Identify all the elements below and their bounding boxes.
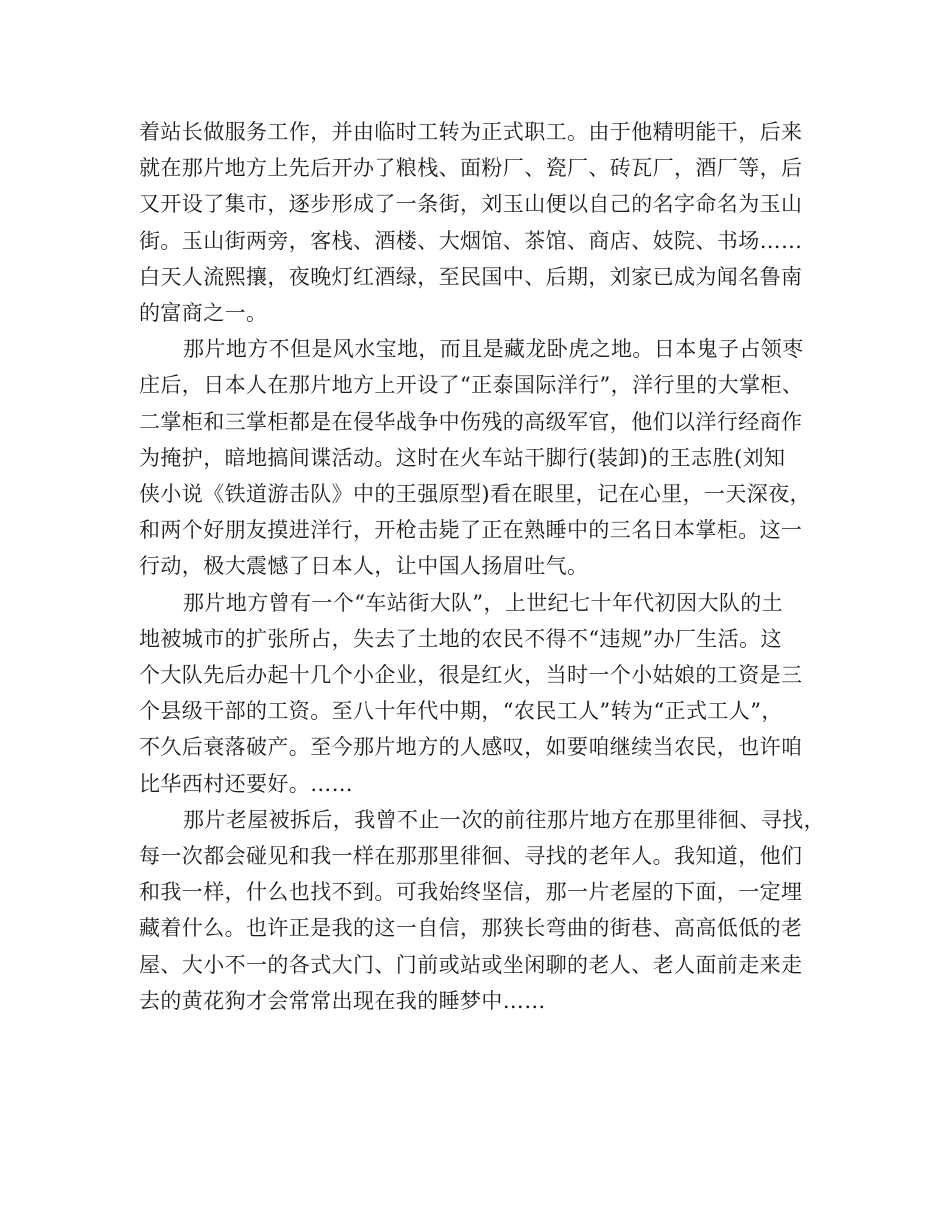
text-line: 地被城市的扩张所占，失去了土地的农民不得不“违规”办厂生活。这 — [139, 626, 782, 651]
text-line: 那片地方曾有一个“车站街大队”，上世纪七十年代初因大队的土 — [183, 590, 784, 615]
text-line: 二掌柜和三掌柜都是在侵华战争中伤残的高级军官，他们以洋行经商作 — [139, 409, 803, 434]
paragraph — [139, 802, 825, 1019]
text-line: 个大队先后办起十几个小企业，很是红火，当时一个小姑娘的工资是三 — [139, 663, 803, 688]
article-body — [139, 114, 825, 1019]
text-line: 和两个好朋友摸进洋行，开枪击毙了正在熟睡中的三名日本掌柜。这一 — [139, 518, 803, 543]
text-line: 比华西村还要好。…… — [139, 771, 353, 796]
text-line: 那片老屋被拆后，我曾不止一次的前往那片地方在那里徘徊、寻找， — [183, 807, 825, 832]
text-line: 的富商之一。 — [139, 301, 268, 326]
text-line: 个县级干部的工资。至八十年代中期，“农民工人”转为“正式工人”， — [139, 699, 783, 724]
paragraph — [139, 114, 825, 331]
text-line: 行动，极大震憾了日本人，让中国人扬眉吐气。 — [139, 554, 589, 579]
text-line: 去的黄花狗才会常常出现在我的睡梦中…… — [139, 988, 546, 1013]
text-line: 白天人流熙攘，夜晚灯红酒绿，至民国中、后期，刘家已成为闻名鲁南 — [139, 264, 803, 289]
text-line: 屋、大小不一的各式大门、门前或站或坐闲聊的老人、老人面前走来走 — [139, 952, 803, 977]
text-line: 藏着什么。也许正是我的这一自信，那狭长弯曲的街巷、高高低低的老 — [139, 916, 803, 941]
text-line: 庄后，日本人在那片地方上开设了“正泰国际洋行”，洋行里的大掌柜、 — [139, 373, 804, 398]
text-line: 每一次都会碰见和我一样在那那里徘徊、寻找的老年人。我知道，他们 — [139, 844, 803, 869]
paragraph — [139, 331, 825, 584]
text-line: 不久后衰落破产。至今那片地方的人感叹，如要咱继续当农民，也许咱 — [139, 735, 803, 760]
text-line: 那片地方不但是风水宝地，而且是藏龙卧虎之地。日本鬼子占领枣 — [183, 337, 804, 362]
paragraph — [139, 585, 825, 802]
text-line: 和我一样，什么也找不到。可我始终坚信，那一片老屋的下面，一定埋 — [139, 880, 803, 905]
text-line: 街。玉山街两旁，客栈、酒楼、大烟馆、茶馆、商店、妓院、书场…… — [139, 228, 803, 253]
text-line: 为掩护，暗地搞间谍活动。这时在火车站干脚行(装卸)的王志胜(刘知 — [139, 445, 786, 470]
text-line: 侠小说《铁道游击队》中的王强原型)看在眼里，记在心里，一天深夜， — [139, 482, 811, 507]
text-line: 又开设了集市，逐步形成了一条街，刘玉山便以自己的名字命名为玉山 — [139, 192, 803, 217]
text-line: 着站长做服务工作，并由临时工转为正式职工。由于他精明能干，后来 — [139, 120, 803, 144]
text-line: 就在那片地方上先后开办了粮栈、面粉厂、瓷厂、砖瓦厂，酒厂等，后 — [139, 156, 803, 181]
